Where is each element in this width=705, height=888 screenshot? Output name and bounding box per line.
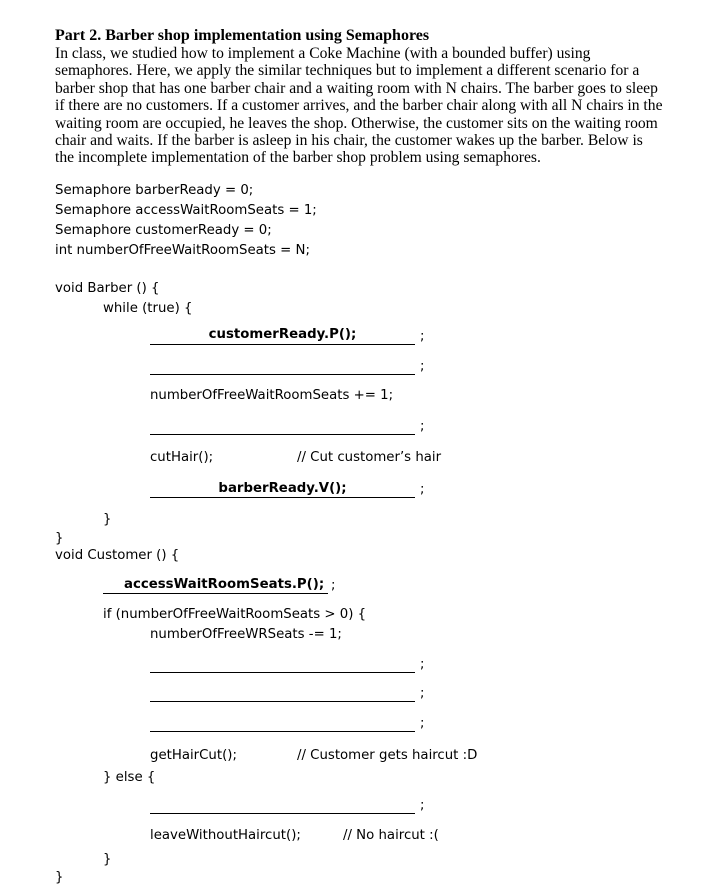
barber-cut-hair-call: cutHair(); (150, 450, 214, 465)
semicolon: ; (420, 359, 425, 374)
semicolon: ; (420, 329, 425, 344)
description-line: In class, we studied how to implement a Coke Machine (with a bounded buffer) using (55, 45, 591, 62)
answer-blank-line (150, 497, 415, 498)
customer-leave-comment: // No haircut :( (343, 828, 439, 843)
customer-close-brace: } (55, 870, 64, 885)
semicolon: ; (420, 419, 425, 434)
answer-blank-line[interactable] (150, 731, 415, 732)
customer-if-statement: if (numberOfFreeWaitRoomSeats > 0) { (103, 607, 367, 622)
declaration-access-wait-room-seats: Semaphore accessWaitRoomSeats = 1; (55, 203, 317, 218)
customer-get-haircut-comment: // Customer gets haircut :D (297, 748, 478, 763)
barber-answer-customer-ready: customerReady.P(); (208, 327, 357, 342)
description-line: if there are no customers. If a customer arrives, and the barber chair along with all N chairs in the (55, 97, 663, 115)
barber-increment-seats: numberOfFreeWaitRoomSeats += 1; (150, 388, 394, 403)
answer-blank-line[interactable] (150, 813, 415, 814)
answer-blank-line[interactable] (150, 374, 415, 375)
answer-blank-line[interactable] (150, 672, 415, 673)
description-line: barber shop that has one barber chair and a waiting room with N chairs. The barber goes to sleep (55, 79, 658, 97)
answer-blank-line (150, 344, 415, 345)
barber-cut-hair-comment: // Cut customer’s hair (297, 450, 442, 465)
description-line: semaphores. Here, we apply the similar techniques but to implement a different scenario for a (55, 62, 640, 80)
description-line: waiting room are occupied, he leaves the shop. Otherwise, the customer sits on the waiting room (55, 114, 658, 132)
declaration-free-seats: int numberOfFreeWaitRoomSeats = N; (55, 243, 310, 258)
semicolon: ; (331, 578, 336, 593)
barber-answer-barber-ready: barberReady.V(); (218, 481, 347, 496)
customer-else-statement: } else { (103, 770, 156, 785)
customer-if-close-brace: } (103, 852, 112, 867)
semicolon: ; (420, 482, 425, 497)
description-line: the incomplete implementation of the barber shop problem using semaphores. (55, 149, 541, 167)
declaration-barber-ready: Semaphore barberReady = 0; (55, 183, 254, 198)
semicolon: ; (420, 657, 425, 672)
declaration-customer-ready: Semaphore customerReady = 0; (55, 223, 272, 238)
customer-get-haircut-call: getHairCut(); (150, 748, 237, 763)
semicolon: ; (420, 716, 425, 731)
barber-close-brace: } (55, 531, 64, 546)
semicolon: ; (420, 798, 425, 813)
barber-while-loop: while (true) { (103, 301, 193, 316)
answer-blank-line (103, 593, 328, 594)
section-title: Part 2. Barber shop implementation using Semaphores (55, 27, 430, 44)
customer-leave-call: leaveWithoutHaircut(); (150, 828, 301, 843)
problem-description (55, 45, 685, 167)
customer-answer-access-wait-room: accessWaitRoomSeats.P(); (124, 577, 325, 592)
barber-loop-close-brace: } (103, 512, 112, 527)
customer-decrement-seats: numberOfFreeWRSeats -= 1; (150, 627, 342, 642)
semicolon: ; (420, 686, 425, 701)
description-line: chair and waits. If the barber is asleep in his chair, the customer wakes up the barber. Below is (55, 132, 643, 150)
customer-signature: void Customer () { (55, 548, 180, 563)
barber-signature: void Barber () { (55, 281, 160, 296)
answer-blank-line[interactable] (150, 434, 415, 435)
answer-blank-line[interactable] (150, 701, 415, 702)
